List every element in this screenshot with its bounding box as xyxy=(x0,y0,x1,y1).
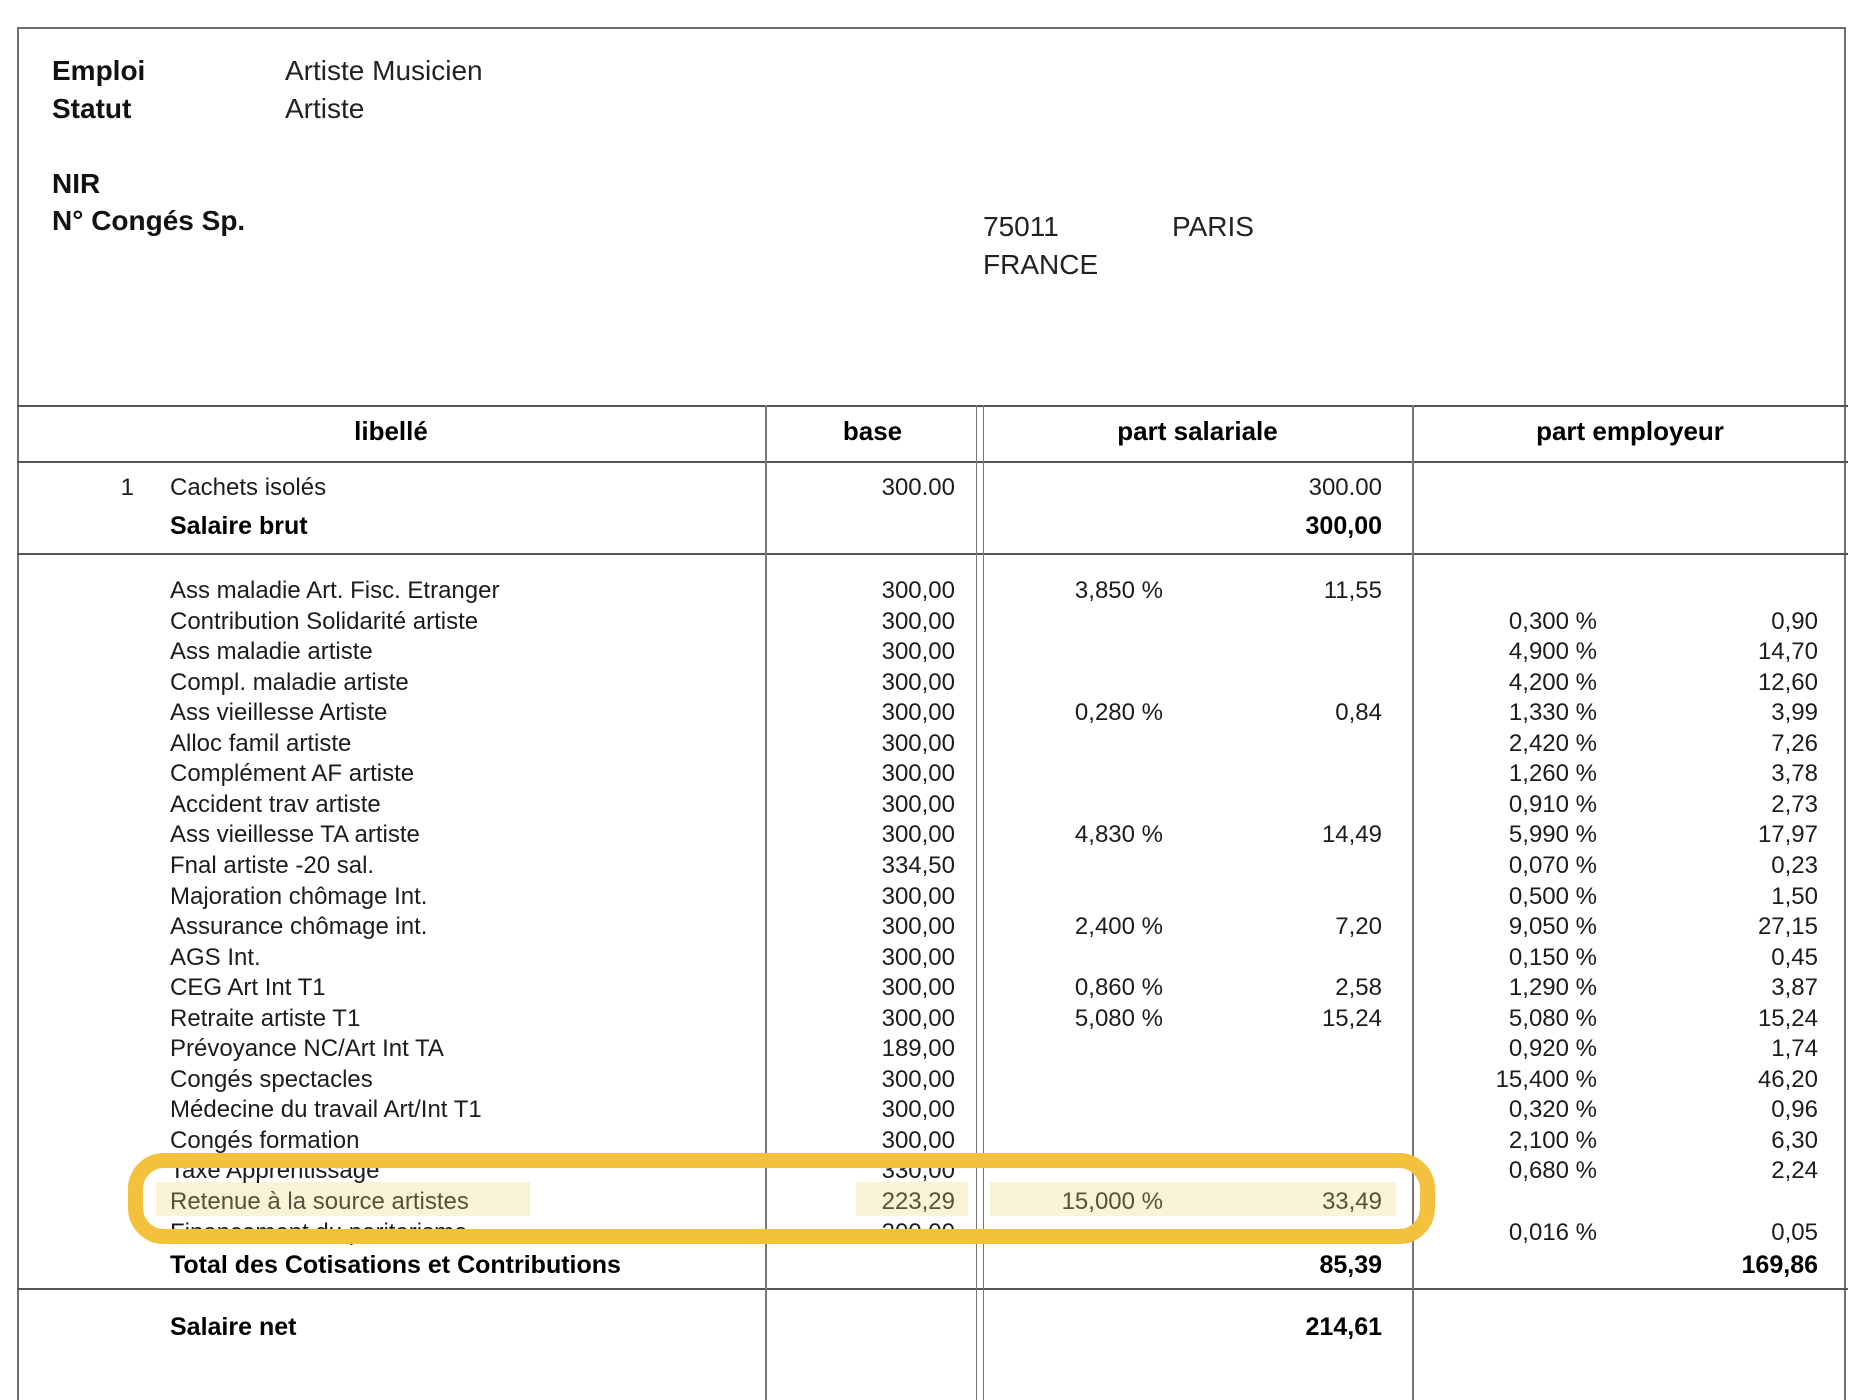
contribution-base: 300,00 xyxy=(881,668,955,696)
header-bottom-line xyxy=(17,461,1848,463)
column-header-libelle: libellé xyxy=(354,416,428,446)
contribution-base: 300,00 xyxy=(881,821,955,849)
contribution-employer-amount: 2,24 xyxy=(1771,1157,1818,1185)
contribution-employer-amount: 27,15 xyxy=(1757,913,1818,941)
highlight-ring-annotation xyxy=(128,1153,1435,1244)
contribution-base: 189,00 xyxy=(881,1035,955,1063)
contribution-employer-rate: 0,500 % xyxy=(1508,882,1597,910)
contribution-employer-rate: 5,990 % xyxy=(1508,821,1597,849)
contribution-employer-amount: 15,24 xyxy=(1757,1004,1818,1032)
contribution-employer-rate: 4,900 % xyxy=(1508,638,1597,666)
contribution-employer-rate: 0,300 % xyxy=(1508,607,1597,635)
contribution-employer-amount: 3,78 xyxy=(1771,760,1818,788)
contribution-employer-amount: 14,70 xyxy=(1757,638,1818,666)
table-row xyxy=(0,758,1863,789)
contribution-base: 223,29 xyxy=(881,1188,955,1215)
earnings-line-number: 1 xyxy=(120,474,134,501)
table-row xyxy=(0,1125,1863,1156)
gross-salary-label: Salaire brut xyxy=(170,512,308,540)
contribution-label: Accident trav artiste xyxy=(170,790,381,818)
table-row xyxy=(0,697,1863,728)
contribution-salarial-amount: 2,58 xyxy=(1335,974,1382,1002)
contribution-employer-amount: 0,45 xyxy=(1771,943,1818,971)
contribution-base: 300,00 xyxy=(881,882,955,910)
contribution-base: 300,00 xyxy=(881,1004,955,1032)
table-row xyxy=(0,881,1863,912)
gross-salary-value: 300,00 xyxy=(1305,512,1382,540)
contribution-employer-rate: 0,150 % xyxy=(1508,943,1597,971)
contribution-salarial-rate: 15,000 % xyxy=(1061,1188,1163,1215)
contribution-label: Complément AF artiste xyxy=(170,760,415,788)
contribution-employer-rate: 0,680 % xyxy=(1508,1157,1597,1185)
table-row xyxy=(0,850,1863,881)
contribution-employer-rate: 1,290 % xyxy=(1508,974,1597,1002)
contribution-label: CEG Art Int T1 xyxy=(170,974,326,1002)
earnings-label: Cachets isolés xyxy=(170,474,327,501)
contribution-employer-rate: 1,330 % xyxy=(1508,699,1597,727)
earnings-base: 300.00 xyxy=(881,474,955,501)
contribution-base: 300,00 xyxy=(881,699,955,727)
contribution-base: 334,50 xyxy=(881,851,955,879)
contribution-employer-amount: 2,73 xyxy=(1771,790,1818,818)
contribution-salarial-rate: 0,860 % xyxy=(1074,974,1163,1002)
table-row xyxy=(0,911,1863,942)
contribution-base: 300,00 xyxy=(881,638,955,666)
contribution-salarial-amount: 14,49 xyxy=(1321,821,1382,849)
table-row xyxy=(0,1033,1863,1064)
contribution-label: Retenue à la source artistes xyxy=(170,1188,469,1215)
statut-value: Artiste xyxy=(285,93,365,124)
contribution-salarial-rate: 0,280 % xyxy=(1074,699,1163,727)
table-row xyxy=(0,942,1863,973)
contribution-base: 300,00 xyxy=(881,1096,955,1124)
contribution-employer-rate: 5,080 % xyxy=(1508,1004,1597,1032)
contribution-salarial-rate: 3,850 % xyxy=(1074,577,1163,604)
contribution-base: 300,00 xyxy=(881,729,955,757)
contribution-salarial-rate: 4,830 % xyxy=(1074,821,1163,849)
contribution-label: Ass maladie Art. Fisc. Etranger xyxy=(170,577,500,604)
contribution-employer-rate: 4,200 % xyxy=(1508,668,1597,696)
column-header-part-employeur: part employeur xyxy=(1536,416,1724,446)
emploi-value: Artiste Musicien xyxy=(285,55,483,86)
contribution-employer-amount: 6,30 xyxy=(1771,1126,1818,1154)
gross-section-line xyxy=(17,553,1848,555)
contribution-base: 300,00 xyxy=(881,1126,955,1154)
contribution-employer-amount: 0,96 xyxy=(1771,1096,1818,1124)
statut-label: Statut xyxy=(52,93,132,124)
table-top-line xyxy=(17,405,1848,407)
contribution-label: Contribution Solidarité artiste xyxy=(170,607,479,635)
contribution-employer-amount: 17,97 xyxy=(1757,821,1818,849)
contribution-base: 300,00 xyxy=(881,1218,955,1246)
contribution-base: 300,00 xyxy=(881,577,955,604)
contribution-employer-amount: 12,60 xyxy=(1757,668,1818,696)
contribution-base: 300,00 xyxy=(881,974,955,1002)
contribution-employer-rate: 2,100 % xyxy=(1508,1126,1597,1154)
contribution-employer-amount: 0,05 xyxy=(1771,1218,1818,1246)
table-row xyxy=(0,728,1863,759)
emploi-label: Emploi xyxy=(52,55,146,86)
table-row xyxy=(0,636,1863,667)
contribution-base: 300,00 xyxy=(881,943,955,971)
contribution-label: Majoration chômage Int. xyxy=(170,882,428,910)
contribution-base: 300,00 xyxy=(881,913,955,941)
contribution-employer-amount: 7,26 xyxy=(1771,729,1818,757)
contribution-base: 330,00 xyxy=(881,1157,955,1185)
contribution-employer-amount: 3,87 xyxy=(1771,974,1818,1002)
contribution-salarial-amount: 7,20 xyxy=(1335,913,1382,941)
contribution-base: 300,00 xyxy=(881,790,955,818)
contribution-employer-amount: 3,99 xyxy=(1771,699,1818,727)
contribution-label: Prévoyance NC/Art Int TA xyxy=(170,1035,444,1063)
total-part-salariale: 85,39 xyxy=(1319,1251,1382,1279)
contribution-employer-rate: 2,420 % xyxy=(1508,729,1597,757)
table-row xyxy=(0,789,1863,820)
net-section-line xyxy=(17,1288,1848,1290)
contribution-label: Congés formation xyxy=(170,1126,360,1154)
column-header-base: base xyxy=(842,416,903,446)
table-row xyxy=(0,1094,1863,1125)
contribution-employer-rate: 9,050 % xyxy=(1508,913,1597,941)
address-city: PARIS xyxy=(1172,211,1254,242)
address-postal-code: 75011 xyxy=(983,211,1059,242)
contribution-label: Congés spectacles xyxy=(170,1065,373,1093)
contribution-employer-amount: 0,90 xyxy=(1771,607,1818,635)
contribution-label: Retraite artiste T1 xyxy=(170,1004,361,1032)
contribution-employer-rate: 0,070 % xyxy=(1508,851,1597,879)
table-row xyxy=(0,1064,1863,1095)
contribution-employer-amount: 46,20 xyxy=(1757,1065,1818,1093)
total-contributions-label: Total des Cotisations et Contributions xyxy=(170,1251,621,1279)
table-row xyxy=(0,819,1863,850)
earnings-part-salariale: 300.00 xyxy=(1308,474,1382,501)
net-salary-value: 214,61 xyxy=(1305,1313,1382,1341)
table-row xyxy=(0,1003,1863,1034)
contribution-label: Fnal artiste -20 sal. xyxy=(170,851,375,879)
contribution-salarial-amount: 33,49 xyxy=(1321,1188,1382,1215)
contribution-base: 300,00 xyxy=(881,760,955,788)
contribution-employer-rate: 15,400 % xyxy=(1495,1065,1597,1093)
contribution-employer-rate: 0,910 % xyxy=(1508,790,1597,818)
table-row xyxy=(0,667,1863,698)
address-country: FRANCE xyxy=(983,249,1099,280)
contribution-salarial-amount: 15,24 xyxy=(1321,1004,1382,1032)
contribution-label: AGS Int. xyxy=(170,943,261,971)
contribution-base: 300,00 xyxy=(881,607,955,635)
contribution-label: Compl. maladie artiste xyxy=(170,668,409,696)
contribution-employer-rate: 0,920 % xyxy=(1508,1035,1597,1063)
net-salary-label: Salaire net xyxy=(170,1313,297,1341)
contribution-base: 300,00 xyxy=(881,1065,955,1093)
column-header-part-salariale: part salariale xyxy=(1117,416,1278,446)
contribution-employer-amount: 0,23 xyxy=(1771,851,1818,879)
conges-spectacles-label: N° Congés Sp. xyxy=(52,205,246,236)
table-row xyxy=(0,606,1863,637)
contribution-label: Médecine du travail Art/Int T1 xyxy=(170,1096,482,1124)
total-part-employeur: 169,86 xyxy=(1741,1251,1818,1279)
contribution-employer-rate: 0,016 % xyxy=(1508,1218,1597,1246)
contribution-label: Assurance chômage int. xyxy=(170,913,428,941)
contribution-label: Ass vieillesse Artiste xyxy=(170,699,388,727)
contribution-salarial-amount: 11,55 xyxy=(1323,577,1382,604)
contribution-salarial-rate: 5,080 % xyxy=(1074,1004,1163,1032)
contribution-label: Financement du paritarisme xyxy=(170,1218,468,1246)
contribution-employer-amount: 1,74 xyxy=(1771,1035,1818,1063)
contribution-employer-rate: 0,320 % xyxy=(1508,1096,1597,1124)
contribution-label: Taxe Apprentissage xyxy=(170,1157,380,1185)
contribution-label: Alloc famil artiste xyxy=(170,729,352,757)
contribution-label: Ass vieillesse TA artiste xyxy=(170,821,420,849)
table-row xyxy=(0,575,1863,606)
contribution-employer-rate: 1,260 % xyxy=(1508,760,1597,788)
contribution-salarial-amount: 0,84 xyxy=(1335,699,1382,727)
contribution-employer-amount: 1,50 xyxy=(1771,882,1818,910)
contribution-salarial-rate: 2,400 % xyxy=(1074,913,1163,941)
table-row xyxy=(0,972,1863,1003)
nir-label: NIR xyxy=(52,168,101,199)
contribution-label: Ass maladie artiste xyxy=(170,638,373,666)
